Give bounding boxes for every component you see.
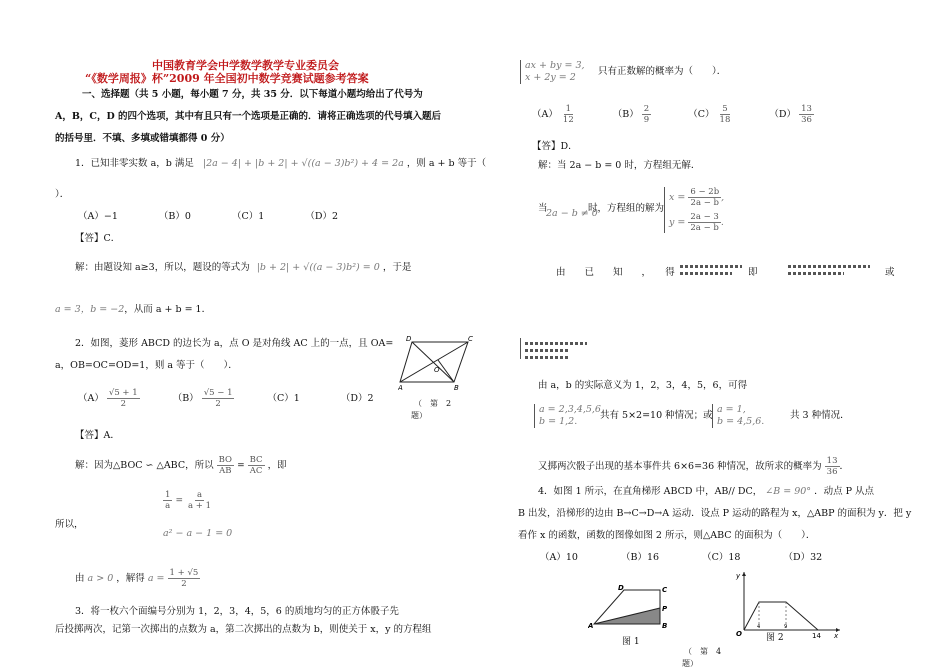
q3-prob-d: 36 [826, 467, 838, 477]
q2-sol-a: 解：因为△BOC ∽ △ABC，所以 [75, 460, 214, 471]
q3-x-pre: x = [669, 192, 686, 203]
q2-sol-b: ，即 [267, 460, 287, 471]
q4-option-d: （D）32 [783, 552, 823, 563]
q1-sol-c: a = 3，b = −2 [55, 304, 125, 315]
q2-figure-caption-1: （ 第 2 [414, 399, 452, 408]
q3-system [520, 60, 585, 84]
q2-option-a-label: （A） [78, 393, 104, 404]
q1-sol-formula: |b + 2| + √((a − 3)b²) = 0 [256, 262, 380, 273]
q2-solution-1: 解：因为△BOC ∽ △ABC，所以 $\frac{BO}{AB}$ = $\frac{BC}{AC}$ ，即 [75, 455, 287, 476]
q2-eq1: $\frac{1}{a}$ = $\frac{a}{a + 1}$ [165, 490, 212, 511]
fig2-label-y: y [736, 572, 741, 580]
q2-cond: a > 0 [87, 573, 114, 584]
q2-option-a-num: √5 + 1 [108, 388, 138, 398]
fig1-label-a: A [588, 622, 594, 630]
q2-answer: 【答】A． [75, 430, 120, 441]
q3-sol2-pre: 当 [538, 203, 548, 214]
q2-option-c: （C）1 [267, 393, 300, 404]
q3-y-d: 2a − b [690, 223, 719, 233]
fig2-label-origin: O [736, 630, 742, 638]
q1-answer: 【答】C． [75, 233, 121, 244]
q3-option-a-frac [561, 104, 576, 125]
q2-option-b-num: √5 − 1 [203, 388, 233, 398]
q3-sol2-mid: 时，方程组的解为 [588, 203, 665, 214]
q3-x-n: 6 − 2b [690, 187, 720, 197]
q4-stem-1 [538, 486, 874, 498]
q3-y-pre: y = [669, 217, 686, 228]
q2-frac-bo-ab [217, 455, 234, 476]
trapezoid-figure [588, 584, 674, 634]
q3-options [532, 104, 814, 125]
q4-figure-caption-2: 题） [682, 659, 698, 668]
q2-frac1-n: BO [218, 455, 233, 465]
y-axis-arrow [742, 572, 746, 576]
q3-case1-a: a = 2,3,4,5,6, [539, 404, 604, 415]
q3-case-2 [712, 404, 764, 428]
q4-fig1-caption: 图 1 [622, 637, 640, 647]
q3-answer: 【答】D． [532, 141, 578, 152]
q4-fig2-caption: 图 2 [766, 633, 784, 643]
fig2-tick-9: 9 [784, 624, 788, 630]
function-curve [744, 602, 818, 630]
q3-solution-5 [538, 456, 849, 477]
fig1-label-d: D [618, 584, 624, 592]
q2-res-pre: a = [147, 573, 165, 584]
q1-sol-d: ，从而 a + b = 1． [124, 304, 212, 315]
q1-option-a: （A）−1 [78, 211, 118, 222]
q3-prob-n: 13 [826, 456, 838, 466]
q3-sol3-huo: 或 [885, 267, 895, 278]
q3-sol3-ji: 即 [748, 267, 758, 278]
q3-option-c-label: （C） [688, 109, 715, 120]
q1-option-d: （D）2 [305, 211, 338, 222]
q3-x-row: x = $\frac{6 - 2b}{2a - b}$ , [669, 187, 725, 208]
segment-ob [438, 360, 454, 382]
label-c: C [468, 335, 473, 343]
q2-frac2-d: AC [249, 466, 263, 476]
q3-inequality-blurred-3 [520, 338, 595, 359]
q3-x-d: 2a − b [690, 198, 719, 208]
fig2-tick-4: 4 [757, 624, 761, 630]
q4-options [540, 552, 822, 564]
label-b: B [454, 384, 459, 392]
q3-opt-b-n: 2 [643, 104, 650, 114]
q3-option-c-frac [718, 104, 733, 125]
q3-inequality-blurred-2 [788, 265, 878, 275]
q1-option-b: （B）0 [158, 211, 191, 222]
q2-solution-2 [75, 568, 200, 589]
q3-solution-3: 由 已 知 ， 得 [556, 267, 675, 278]
q2-eq2: a² − a − 1 = 0 [163, 528, 233, 539]
q3-option-d-frac [799, 104, 814, 125]
q3-solution-1: 解：当 2a − b = 0 时，方程组无解． [538, 160, 701, 171]
q3-sol5: 又掷两次骰子出现的基本事件共 6×6=36 种情况，故所求的概率为 [538, 461, 822, 472]
q2-option-a-den: 2 [120, 399, 126, 409]
q4-option-c: （C）18 [702, 552, 741, 563]
q2-option-a-frac [107, 388, 140, 409]
q4-stem1-a: 4．如图 1 所示，在直角梯形 ABCD 中，AB// DC， [538, 486, 763, 497]
q3-y-n: 2a − 3 [690, 212, 719, 222]
q1-option-c: （C）1 [231, 211, 265, 222]
q4-figure-caption-1: （ 第 4 [684, 647, 722, 656]
q1-stem-a: 1．已知非零实数 a，b 满足 [75, 158, 194, 169]
q3-case-mid: 共有 5×2=10 种情况；或 [600, 410, 713, 421]
q2-eq1-right-d: a + 1 [188, 501, 212, 511]
q3-sol2-cond: 2a − b ≠ 0 [546, 208, 598, 219]
label-a: A [398, 384, 403, 392]
q3-case-end: 共 3 种情况． [790, 410, 850, 421]
fig1-label-c: C [662, 586, 668, 594]
organizer-title: 中国教育学会中学数学教学专业委员会 [152, 59, 339, 72]
q4-option-a: （A）10 [540, 552, 578, 563]
q2-frac1-d: AB [219, 466, 232, 476]
q1-sol-a: 解：由题设知 a≥3，所以，题设的等式为 [75, 262, 250, 273]
q3-opt-c-d: 18 [719, 115, 731, 125]
q2-option-b-frac [202, 388, 235, 409]
q3-opt-c-n: 5 [722, 104, 728, 114]
q3-solution-xy [664, 187, 724, 233]
q3-opt-a-d: 12 [562, 115, 574, 125]
section-line2: A，B，C，D 的四个选项，其中有且只有一个选项是正确的．请将正确选项的代号填入题后 [55, 111, 442, 122]
q3-option-a-label: （A） [532, 109, 558, 120]
q4-stem1-c: ．动点 P 从点 [814, 486, 875, 497]
q1-options [78, 211, 338, 223]
q3-opt-d-d: 36 [801, 115, 812, 125]
q2-res-n: 1 + √5 [169, 568, 199, 578]
q2-eq1-left-n: 1 [165, 490, 171, 500]
q2-result-frac [168, 568, 201, 589]
q2-frac-bc-ac [248, 455, 265, 476]
q3-x-frac [688, 187, 721, 208]
q3-y-row: y = $\frac{2a - 3}{2a - b}$ . [669, 212, 724, 233]
q4-stem-2: B 出发，沿梯形的边由 B→C→D→A 运动．设点 P 运动的路程为 x，△ABP 的面积为 y．把 y [518, 508, 912, 519]
q3-opt-d-n: 13 [801, 104, 812, 114]
q2-res-d: 2 [181, 579, 187, 589]
q2-option-b-label: （B） [172, 393, 199, 404]
q3-stem-1: 3．将一枚六个面编号分别为 1，2，3，4，5，6 的质地均匀的正方体骰子先 [75, 606, 399, 617]
q2-option-d: （D）2 [340, 393, 374, 404]
q1-solution [75, 262, 411, 274]
q2-options [78, 388, 374, 409]
q3-case-1 [534, 404, 604, 428]
q1-sol-b: ，于是 [382, 262, 412, 273]
q3-inequality-blurred-1 [680, 265, 750, 275]
q2-eq1-left-d: a [165, 501, 171, 511]
label-o: O [434, 366, 440, 374]
q2-sol-d: ，解得 [116, 573, 145, 584]
q1-formula: |2a − 4| + |b + 2| + √((a − 3)b²) + 4 = 2a [202, 158, 404, 169]
diagonal-bd [412, 342, 454, 382]
q1-stem [75, 158, 486, 170]
q1-stem-b: ，则 a + b 等于（ [406, 158, 487, 169]
paper-title: “《数学周报》杯”2009 年全国初中数学竞赛试题参考答案 [85, 72, 369, 85]
q2-eq1-right [186, 490, 213, 511]
fig1-label-b: B [662, 622, 668, 630]
q3-option-b-label: （B） [612, 109, 639, 120]
rhombus-figure [398, 334, 478, 392]
q3-option-d-label: （D） [769, 109, 797, 120]
q3-sol5-end: ． [839, 461, 850, 472]
q2-eq1-left [163, 490, 172, 511]
q3-y-frac [688, 212, 720, 233]
q3-sys-line1: ax + by = 3, [525, 60, 585, 71]
q2-option-b-den: 2 [215, 399, 221, 409]
q1-solution-2 [55, 304, 211, 316]
label-d: D [406, 335, 412, 343]
q4-option-b: （B）16 [620, 552, 660, 563]
q2-stem-1: 2．如图，菱形 ABCD 的边长为 a，点 O 是对角线 AC 上的一点，且 OA= [75, 338, 394, 349]
q2-stem-2: a，OB=OC=OD=1，则 a 等于（ ）． [55, 360, 238, 371]
q3-case2-a: a = 1, [717, 404, 746, 415]
q4-stem-3: 看作 x 的函数，函数的图像如图 2 所示，则△ABC 的面积为（ ）． [518, 530, 816, 541]
q3-solution-4: 由 a，b 的实际意义为 1，2，3，4，5，6，可得 [538, 380, 748, 391]
q3-case1-b: b = 1,2. [539, 416, 578, 427]
q2-sol-c: 由 [75, 573, 85, 584]
q4-angle-b: ∠B = 90° [765, 486, 812, 497]
q2-eq1-right-n: a [197, 490, 203, 500]
section-heading: 一、选择题（共 5 小题，每小题 7 分，共 35 分．以下每道小题均给出了代号为 [82, 89, 423, 100]
function-graph-figure [732, 568, 842, 638]
fig1-label-p: P [662, 605, 668, 613]
q2-figure-caption-2: 题） [411, 411, 427, 420]
q3-stem-2: 后投掷两次，记第一次掷出的点数为 a，第二次掷出的点数为 b，则使关于 x，y 的方程组 [55, 624, 432, 635]
q1-stem-end: ）． [55, 189, 70, 200]
q3-prob-frac [825, 456, 840, 477]
q3-opt-b-d: 9 [643, 115, 650, 125]
q2-so: 所以， [55, 519, 84, 530]
q3-option-b-frac [642, 104, 651, 125]
q3-sys-line2: x + 2y = 2 [525, 72, 576, 83]
q3-case2-b: b = 4,5,6. [717, 416, 765, 427]
q2-frac2-n: BC [249, 455, 263, 465]
q3-opt-a-n: 1 [565, 104, 572, 114]
q3-stem-3: 只有正数解的概率为（ ）． [598, 66, 727, 77]
fig2-label-x: x [834, 632, 839, 638]
fig2-tick-14: 14 [812, 632, 821, 638]
section-line3: 的括号里．不填、多填或错填都得 0 分） [55, 133, 230, 144]
